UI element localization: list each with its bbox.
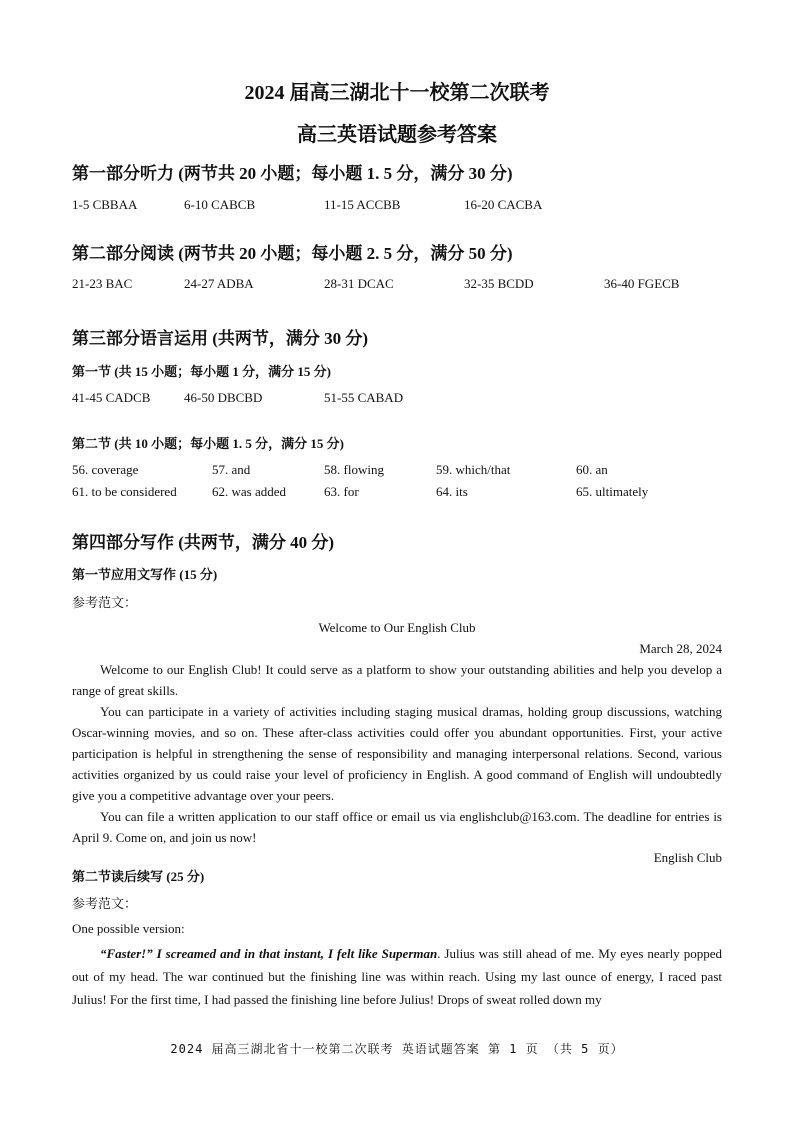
part4-section2-heading: 第二节读后续写 (25 分): [72, 869, 205, 884]
essay-paragraph: You can file a written application to our staff office or email us via englishclub@163.com. The deadline for entries is April 9. Come on, and join us now!: [72, 809, 722, 845]
document-subtitle: 高三英语试题参考答案: [297, 124, 497, 146]
part4-heading: 第四部分写作 (共两节，满分 40 分): [72, 533, 335, 552]
part3-section1-answer: 41-45 CADCB: [72, 390, 151, 405]
reference-label: 参考范文：: [72, 595, 138, 610]
part3-section2-answer: 58. flowing: [324, 462, 384, 477]
part3-section2-answer: 65. ultimately: [576, 484, 649, 499]
essay-signature: English Club: [653, 850, 722, 865]
page-footer: 2024 届高三湖北省十一校第二次联考 英语试题答案 第 1 页 （共 5 页）: [170, 1042, 624, 1056]
part2-answer: 32-35 BCDD: [464, 276, 534, 291]
part1-answer: 6-10 CABCB: [184, 197, 256, 212]
part1-answer: 11-15 ACCBB: [324, 197, 401, 212]
part3-section2-answer: 63. for: [324, 484, 359, 499]
part2-answer: 21-23 BAC: [72, 276, 133, 291]
part3-section2-answer: 60. an: [576, 462, 608, 477]
part2-answer: 24-27 ADBA: [184, 276, 254, 291]
essay-paragraph: Welcome to our English Club! It could serve as a platform to show your outstanding abilities and help you develop a range of great skills.: [72, 662, 722, 698]
part2-answer: 28-31 DCAC: [324, 276, 394, 291]
version-label: One possible version:: [72, 921, 185, 936]
essay-title: Welcome to Our English Club: [318, 620, 476, 635]
essay-paragraph: You can participate in a variety of activities including staging musical dramas, holding group discussions, watching Oscar-winning movies, and so on. These after-class activities could offer you abundant opportunities. First, your active participation is helpful in strengthening the sense of responsibility and managing interpersonal relations. Second, various activities organized by us could raise your level of proficiency in English. A good command of English will undoubtedly give you a competitive advantage over your peers.: [72, 704, 722, 803]
document-title: 2024 届高三湖北十一校第二次联考: [244, 82, 550, 104]
part3-section1-heading: 第一节 (共 15 小题；每小题 1 分，满分 15 分): [72, 364, 331, 379]
part3-section2-answer: 64. its: [436, 484, 468, 499]
part3-heading: 第三部分语言运用 (共两节，满分 30 分): [72, 329, 369, 348]
part3-section2-answer: 59. which/that: [436, 462, 511, 477]
reference-label: 参考范文：: [72, 896, 138, 911]
part3-section2-answer: 56. coverage: [72, 462, 139, 477]
part3-section1-answer: 46-50 DBCBD: [184, 390, 263, 405]
continuation-lead: “Faster!” I screamed and in that instant, I felt like Superman: [100, 946, 438, 961]
part2-heading: 第二部分阅读 (两节共 20 小题；每小题 2. 5 分，满分 50 分): [72, 244, 513, 263]
part3-section2-answer: 57. and: [212, 462, 251, 477]
part1-answer: 16-20 CACBA: [464, 197, 543, 212]
part1-heading: 第一部分听力 (两节共 20 小题；每小题 1. 5 分，满分 30 分): [72, 164, 513, 183]
part3-section2-heading: 第二节 (共 10 小题；每小题 1. 5 分，满分 15 分): [72, 436, 344, 451]
part1-answer: 1-5 CBBAA: [72, 197, 138, 212]
continuation-paragraph: [72, 942, 722, 1011]
part4-section1-heading: 第一节应用文写作 (15 分): [72, 567, 218, 582]
part3-section2-answer: 62. was added: [212, 484, 287, 499]
part3-section1-answer: 51-55 CABAD: [324, 390, 404, 405]
continuation-text: . Julius was still ahead of me. My eyes nearly popped out of my head. The war continued but the finishing line was within reach. Using my last ounce of energy, I raced past Julius! For the first time, I had passed the finishing line before Julius! Drops of sweat rolled down my: [72, 946, 722, 1007]
part3-section2-answer: 61. to be considered: [72, 484, 177, 499]
part2-answer: 36-40 FGECB: [604, 276, 680, 291]
essay-date: March 28, 2024: [639, 641, 722, 656]
